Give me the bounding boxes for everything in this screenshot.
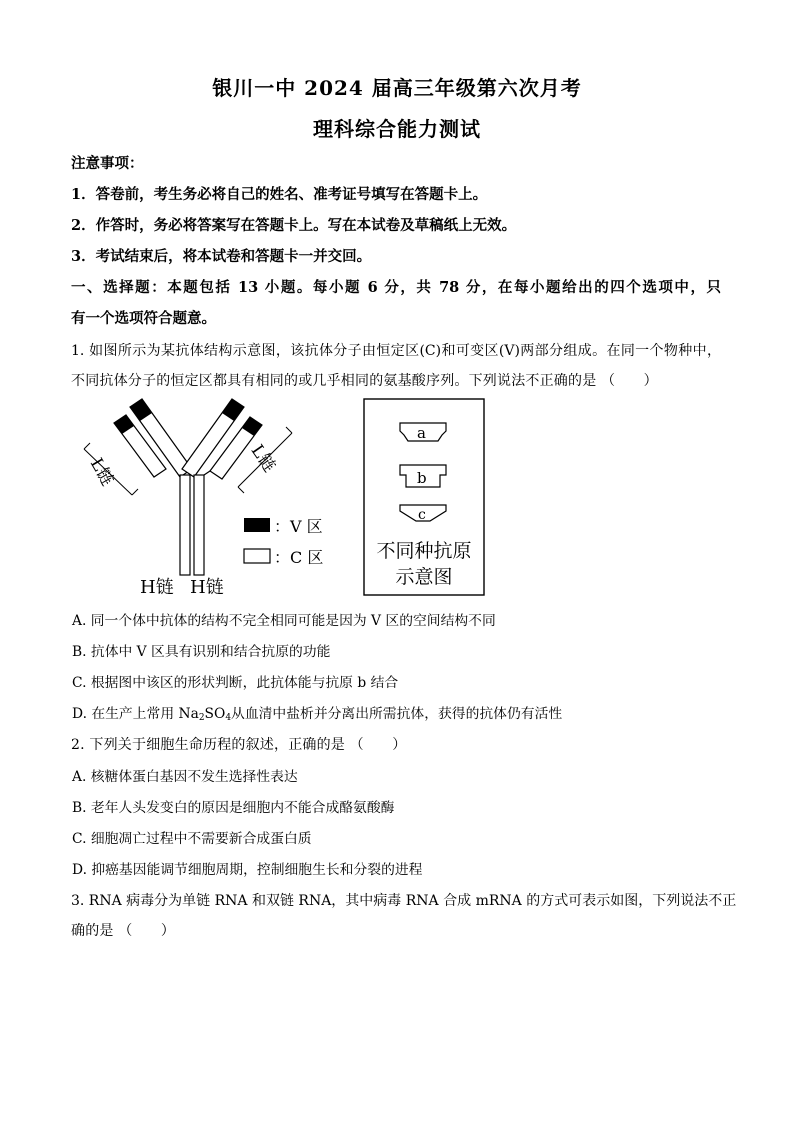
antigen-a-label: a <box>417 424 426 442</box>
q2-stem: 2. 下列关于细胞生命历程的叙述，正确的是 （ ） <box>71 737 407 753</box>
q1-option-c: C. 根据图中该区的形状判断，此抗体能与抗原 b 结合 <box>72 675 399 691</box>
q3-stem-line2: 确的是 （ ） <box>71 923 176 939</box>
q1-stem-line2: 不同抗体分子的恒定区都具有相同的或几乎相同的氨基酸序列。下列说法不正确的是 （ ） <box>71 373 658 389</box>
q2-option-a: A. 核糖体蛋白基因不发生选择性表达 <box>72 769 298 785</box>
antigen-c-label: c <box>418 507 426 523</box>
q2-option-c: C. 细胞凋亡过程中不需要新合成蛋白质 <box>72 831 312 847</box>
q2-option-d: D. 抑癌基因能调节细胞周期，控制细胞生长和分裂的进程 <box>72 862 423 878</box>
q3-stem-line1: 3. RNA 病毒分为单链 RNA 和双链 RNA，其中病毒 RNA 合成 mRNA 的方式可表示如图，下列说法不正 <box>71 893 737 909</box>
l-chain-label: L链 <box>246 441 280 476</box>
q1-option-a: A. 同一个体中抗体的结构不完全相同可能是因为 V 区的空间结构不同 <box>72 613 496 629</box>
c-region-legend-label: ：C 区 <box>274 548 324 567</box>
v-region-legend-label: ：V 区 <box>274 517 323 536</box>
q1-stem-line1: 1. 如图所示为某抗体结构示意图，该抗体分子由恒定区(C)和可变区(V)两部分组成。在同一个物种中， <box>71 343 721 359</box>
section-heading-line2: 有一个选项符合题意。 <box>71 310 216 327</box>
notice-heading: 注意事项： <box>71 155 144 172</box>
notice-item: 1．答卷前，考生务必将自己的姓名、准考证号填写在答题卡上。 <box>71 186 488 203</box>
antigen-caption: 示意图 <box>395 566 453 588</box>
antigen-caption: 不同种抗原 <box>376 540 472 562</box>
antibody-figure <box>70 395 490 600</box>
h-chain-label: H链 <box>190 577 224 598</box>
antigen-b-label: b <box>417 469 427 487</box>
notice-item: 3．考试结束后，将本试卷和答题卡一并交回。 <box>71 248 372 265</box>
exam-subtitle: 理科综合能力测试 <box>313 117 481 141</box>
q2-option-b: B. 老年人头发变白的原因是细胞内不能合成酪氨酸酶 <box>72 800 395 816</box>
section-heading-line1: 一、选择题：本题包括 13 小题。每小题 6 分，共 78 分，在每小题给出的四个选项中，只 <box>71 279 721 296</box>
v-region-legend-swatch <box>244 518 270 532</box>
c-region-legend-swatch <box>244 549 270 563</box>
l-chain-label: L链 <box>85 454 118 490</box>
q1-option-b: B. 抗体中 V 区具有识别和结合抗原的功能 <box>72 644 331 660</box>
exam-title: 银川一中 2024 届高三年级第六次月考 <box>212 76 582 100</box>
h-chain-label: H链 <box>140 577 174 598</box>
notice-item: 2．作答时，务必将答案写在答题卡上。写在本试卷及草稿纸上无效。 <box>71 217 517 234</box>
q1-option-d: D. 在生产上常用 $Na_2SO_4$从血清中盐析并分离出所需抗体，获得的抗体仍有活性 <box>72 706 563 723</box>
